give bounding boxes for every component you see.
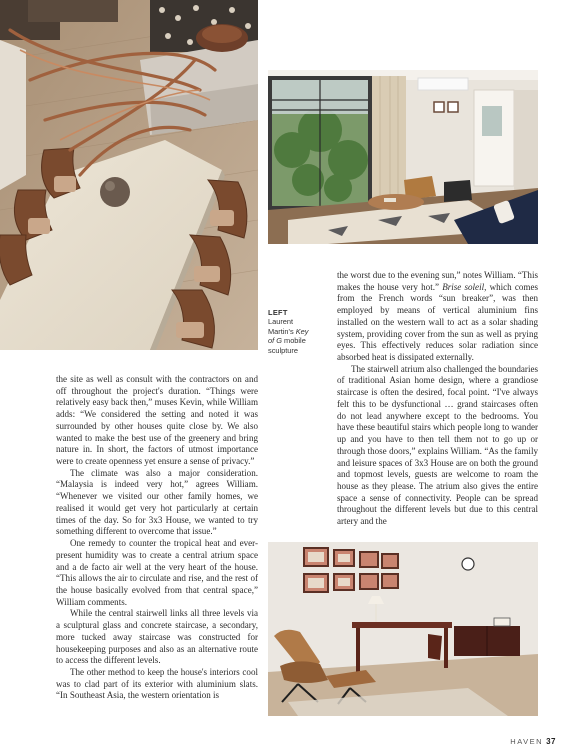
paragraph: the site as well as consult with the contractors on and off throughout the project's duration. “Things were relatively easy back then,” muses Kevin, while William adds: “We considered the setting and noted it was surrounded by other houses quite close by. We also wanted to make the best use of the greenery and bring nature in. In short, the factors of utmost importance were to create openness yet ensure a sense of privacy.”	[56, 374, 258, 467]
page-footer	[510, 737, 556, 746]
photo-caption	[268, 308, 330, 355]
study-room-photo	[268, 542, 538, 716]
paragraph: The stairwell atrium also challenged the boundaries of traditional Asian home design, where a grandiose staircase is often the desired, focal point. “I've always felt this to be dysfunctional … grand staircases often do not lead anywhere except to the bedrooms. You have these beautiful stairs which people long to wander up and you have to then tell them not to go up or through those doors,” explains William. “As the family and leisure spaces of 3x3 House are on both the ground and topmost levels, guests are welcome to roam the house as they please. The atrium also gives the entire space a sense of connectivity. People can be spread throughout the different levels but due to this central artery and the	[337, 363, 538, 527]
article-column-left	[56, 374, 258, 702]
paragraph: the worst due to the evening sun,” notes William. “This makes the house very hot.” Brise soleil, which comes from the French words “sun breaker”, was then employed by means of vertical aluminium fins installed on the western wall to act as a solar shading system, providing cover from the sun as well as prying eyes. This effectively reduces solar radiation since absorbed heat is dissipated externally.	[337, 270, 538, 363]
paragraph: While the central stairwell links all three levels via a sculptural glass and concrete staircase, a secondary, more tucked away staircase was constructed for housekeeping purposes and also as an alternative route to access the different levels.	[56, 608, 258, 666]
page-number: 37	[546, 737, 556, 746]
caption-text: Laurent Martin's Key of G mobile sculpture	[268, 317, 309, 355]
living-room-illustration	[268, 70, 538, 244]
dining-room-photo	[0, 0, 258, 350]
caption-title: LEFT	[268, 308, 288, 317]
article-column-right	[337, 270, 538, 528]
living-room-photo	[268, 70, 538, 244]
magazine-name: HAVEN	[510, 737, 544, 746]
paragraph: The climate was also a major consideration. “Malaysia is indeed very hot,” agrees William. “Whenever we visited our other family homes, we realised it would get very hot particularly at certain times of the day. So for 3x3 House, we wanted to try something different to overcome that issue.”	[56, 467, 258, 537]
dining-room-illustration	[0, 0, 258, 350]
study-room-illustration	[268, 542, 538, 716]
paragraph: The other method to keep the house's interiors cool was to clad part of its exterior with aluminium slats. “In Southeast Asia, the western orientation is	[56, 666, 258, 701]
paragraph: One remedy to counter the tropical heat and ever-present humidity was to create a central atrium space and a de facto air well at the very heart of the house. “This allows the air to circulate and rise, and the rest of the house basically evolved from that central space,” William comments.	[56, 538, 258, 607]
